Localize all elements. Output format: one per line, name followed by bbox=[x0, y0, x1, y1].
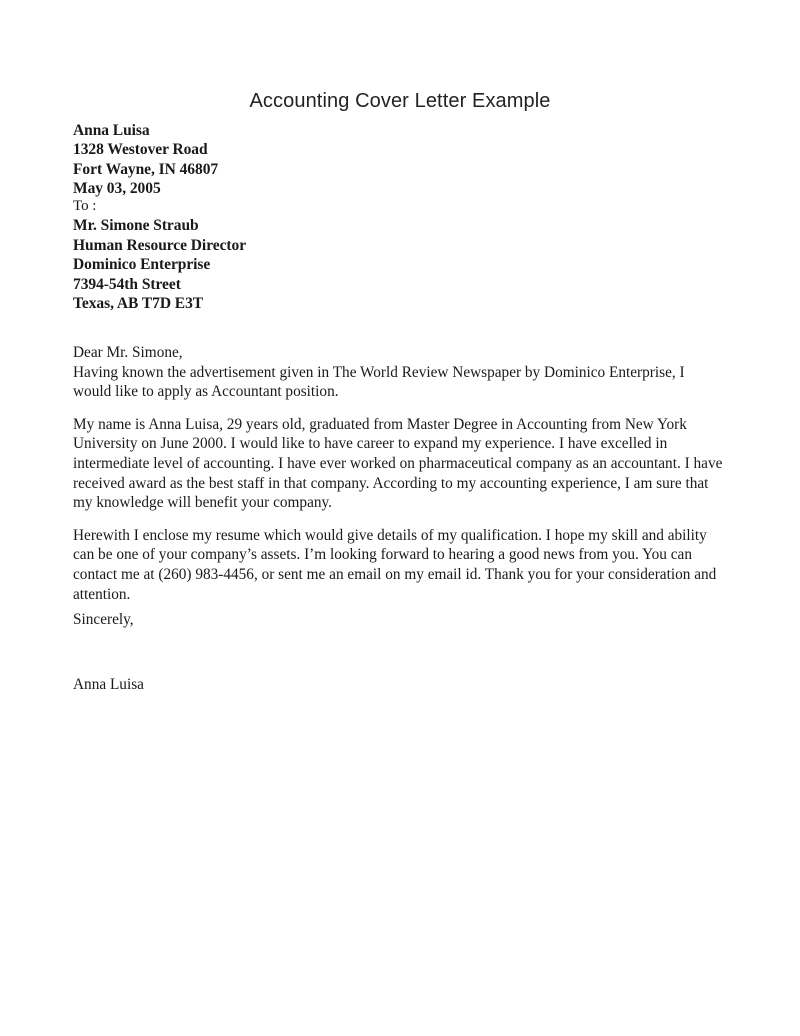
recipient-company: Dominico Enterprise bbox=[73, 256, 211, 274]
letter-date: May 03, 2005 bbox=[73, 180, 161, 198]
closing-salutation: Sincerely, bbox=[73, 611, 134, 628]
intro-line: Having known the advertisement given in The World Review Newspaper by Dominico Enterprise, I would like to apply as Accountant position. bbox=[73, 363, 685, 401]
sender-address-block bbox=[73, 121, 726, 199]
letter-closing bbox=[73, 610, 726, 694]
body-paragraph-3: Herewith I enclose my resume which would give details of my qualification. I hope my skill and ability can be one of your company’s assets. I’m looking forward to hearing a good news from you. You can contact me at (260) 983-4456, or sent me an email on my email id. Thank you for your consideration and attention. bbox=[73, 526, 717, 603]
recipient-address-block bbox=[73, 197, 726, 313]
signature-name: Anna Luisa bbox=[73, 675, 144, 693]
sender-name: Anna Luisa bbox=[73, 122, 150, 139]
sender-street: 1328 Westover Road bbox=[73, 141, 208, 159]
page-title: Accounting Cover Letter Example bbox=[249, 90, 551, 112]
salutation: Dear Mr. Simone, bbox=[73, 344, 183, 361]
body-paragraph-2: My name is Anna Luisa, 29 years old, graduated from Master Degree in Accounting from New York University on June 2000. I would like to have career to expand my experience. I have excelled in intermediate level of accounting. I have ever worked on pharmaceutical company as an accountant. I have received award as the best staff in that company. According to my accounting experience, I am sure that my knowledge will benefit your company. bbox=[73, 415, 723, 512]
recipient-job-title: Human Resource Director bbox=[73, 236, 247, 254]
salutation-paragraph bbox=[73, 343, 726, 402]
letter-body bbox=[73, 343, 726, 604]
to-label: To : bbox=[73, 198, 97, 214]
sender-city-state-zip: Fort Wayne, IN 46807 bbox=[73, 160, 219, 178]
recipient-city-state-zip: Texas, AB T7D E3T bbox=[73, 295, 204, 313]
recipient-street: 7394-54th Street bbox=[73, 275, 181, 293]
recipient-name: Mr. Simone Straub bbox=[73, 217, 199, 235]
